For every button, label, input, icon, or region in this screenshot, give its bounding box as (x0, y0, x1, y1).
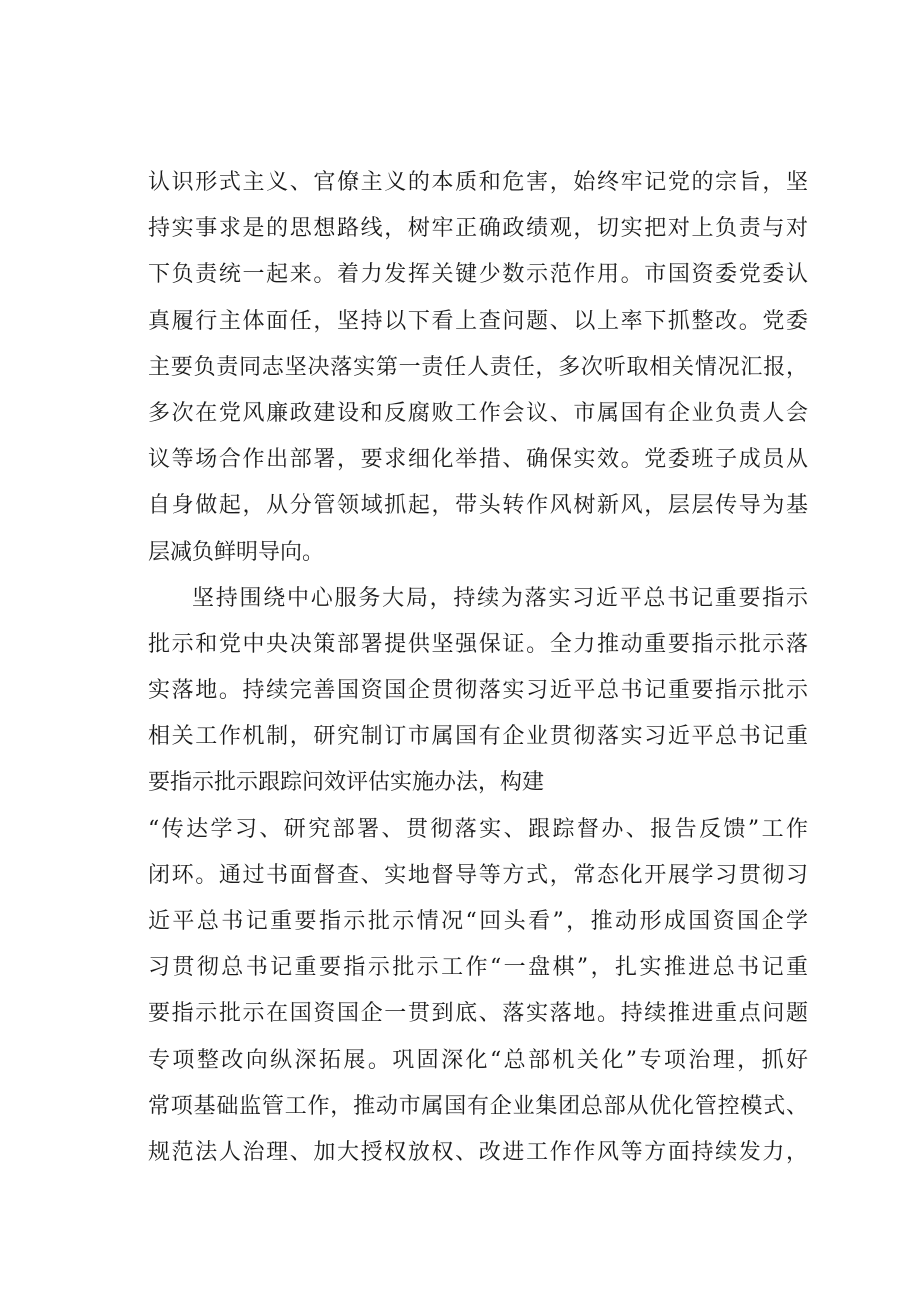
text-line: 多次在党风廉政建设和反腐败工作会议、市属国有企业负责人会 (148, 400, 808, 426)
text-line: 要指示批示在国资国企一贯到底、落实落地。持续推进重点问题 (148, 1001, 808, 1027)
text-line: 自身做起，从分管领域抓起，带头转作风树新风，层层传导为基 (148, 493, 808, 519)
text-line: 层减负鲜明导向。 (148, 539, 325, 565)
text-line: 规范法人治理、加大授权放权、改进工作作风等方面持续发力， (148, 1139, 808, 1165)
text-line: 真履行主体面任，坚持以下看上查问题、以上率下抓整改。党委 (148, 308, 808, 334)
text-line: 坚持围绕中心服务大局，持续为落实习近平总书记重要指示 (192, 585, 808, 611)
text-line: 近平总书记重要指示批示情况“回头看”，推动形成国资国企学 (148, 909, 808, 934)
text-line: 实落地。持续完善国资国企贯彻落实习近平总书记重要指示批示 (148, 678, 808, 704)
text-line: “传达学习、研究部署、贯彻落实、跟踪督办、报告反馈”工作 (148, 816, 808, 842)
text-line: 下负责统一起来。着力发挥关键少数示范作用。市国资委党委认 (148, 262, 808, 288)
text-line: 批示和党中央决策部署提供坚强保证。全力推动重要指示批示落 (148, 631, 808, 657)
text-line: 议等场合作出部署，要求细化举措、确保实效。党委班子成员从 (148, 447, 808, 473)
text-line: 主要负责同志坚决落实第一责任人责任，多次听取相关情况汇报， (148, 354, 808, 380)
text-line: 要指示批示跟踪问效评估实施办法，构建 (148, 770, 545, 796)
text-line: 常项基础监管工作，推动市属国有企业集团总部从优化管控模式、 (148, 1093, 808, 1119)
text-line: 闭环。通过书面督查、实地督导等方式，常态化开展学习贯彻习 (148, 862, 808, 888)
text-line: 相关工作机制，研究制订市属国有企业贯彻落实习近平总书记重 (148, 724, 808, 750)
text-line: 专项整改向纵深拓展。巩固深化“总部机关化”专项治理，抓好 (148, 1047, 808, 1073)
body-text (148, 160, 808, 1176)
text-line: 认识形式主义、官僚主义的本质和危害，始终牢记党的宗旨，坚 (148, 170, 808, 195)
text-line: 习贯彻总书记重要指示批示工作“一盘棋”，扎实推进总书记重 (148, 955, 808, 981)
text-line: 持实事求是的思想路线，树牢正确政绩观，切实把对上负责与对 (148, 216, 808, 242)
